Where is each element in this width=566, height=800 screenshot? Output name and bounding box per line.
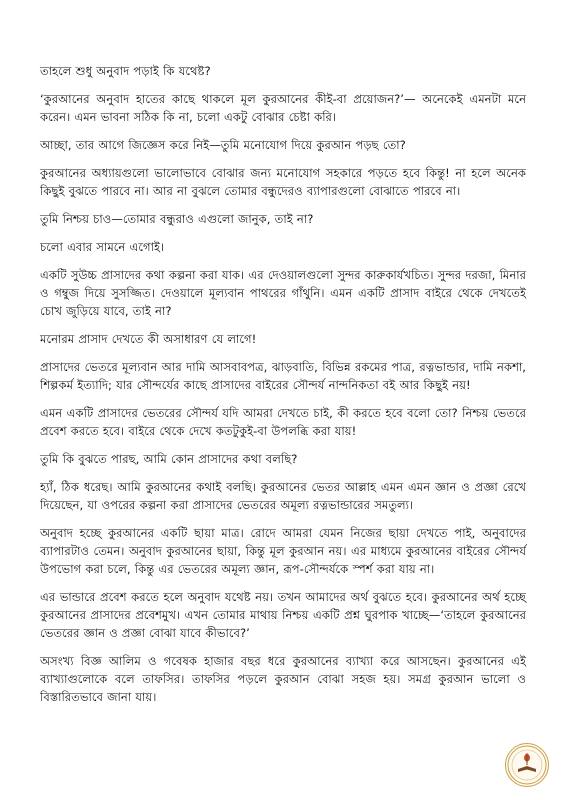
paragraph-2: ‘কুরআনের অনুবাদ হাতের কাছে থাকলে মূল কুরআনের কীই-বা প্রয়োজন?’— অনেকেই এমনটা মনে করেন। এমন ভাবনা সঠিক কি না, চলো একটু বোঝার চেষ্টা করি। xyxy=(40,92,526,124)
paragraph-4: কুরআনের অধ্যায়গুলো ভালোভাবে বোঝার জন্য মনোযোগ সহকারে পড়তে হবে কিন্তু! না হলে অনেক কিছুই বুঝতে পারবে না। আর না বুঝলে তোমার বন্ধুদেরও ব্যাপারগুলো বোঝাতে পারবে না। xyxy=(40,166,526,198)
paragraph-14: এর ভান্ডারে প্রবেশ করতে হলে অনুবাদ যথেষ্ট নয়। তখন আমাদের অর্থ বুঝতে হবে। কুরআনের অর্থ হচ্ছে কুরআনের প্রাসাদের প্রবেশমুখ। এখন তোমার মাথায় নিশ্চয় একটি প্রশ্ন ঘুরপাক খাচ্ছে—‘তাহলে কুরআনের ভেতরের জ্ঞান ও প্রজ্ঞা বোঝা যাবে কীভাবে?’ xyxy=(40,590,526,640)
book-emblem-icon xyxy=(506,744,548,786)
paragraph-8: মনোরম প্রাসাদ দেখতে কী অসাধারণ যে লাগে! xyxy=(40,332,257,346)
paragraph-13: অনুবাদ হচ্ছে কুরআনের একটি ছায়া মাত্র। রোদে আমরা যেমন নিজের ছায়া দেখতে পাই, অনুবাদের ব্যাপারটাও তেমন। অনুবাদ কুরআনের ছায়া, কিন্তু মূল কুরআন নয়। এর মাধ্যমে কুরআনের বাইরের সৌন্দর্য উপভোগ করা চলে, কিন্তু এর ভেতরের অমূল্য জ্ঞান, রূপ-সৌন্দর্যকে স্পর্শ করা যায় না। xyxy=(40,526,526,576)
paragraph-9: প্রাসাদের ভেতরে মূল্যবান আর দামি আসবাবপত্র, ঝাড়বাতি, বিভিন্ন রকমের পাত্র, রত্নভান্ডার, দামি নকশা, শিল্পকর্ম ইত্যাদি; যার সৌন্দর্যের কাছে প্রাসাদের বাইরের সৌন্দর্য নান্দনিকতা বই আর কিছুই নয়! xyxy=(40,360,526,392)
paragraph-3: আচ্ছা, তার আগে জিজ্ঞেস করে নিই—তুমি মনোযোগ দিয়ে কুরআন পড়ছ তো? xyxy=(40,138,406,152)
paragraph-7: একটি সুউচ্চ প্রাসাদের কথা কল্পনা করা যাক। এর দেওয়ালগুলো সুন্দর কারুকার্যখচিত। সুন্দর দরজা, মিনার ও গম্বুজ দিয়ে সুসজ্জিত। দেওয়ালে মূল্যবান পাথরের গাঁথুনি। এমন একটি প্রাসাদ বাইরে থেকে দেখতেই চোখ জুড়িয়ে যাবে, তাই না? xyxy=(40,268,526,318)
paragraph-5: তুমি নিশ্চয় চাও—তোমার বন্ধুরাও এগুলো জানুক, তাই না? xyxy=(40,212,314,226)
paragraph-10: এমন একটি প্রাসাদের ভেতরের সৌন্দর্য যদি আমরা দেখতে চাই, কী করতে হবে বলো তো? নিশ্চয় ভেতরে প্রবেশ করতে হবে। বাইরে থেকে দেখে কতটুকুই-বা উপলব্ধি করা যায়! xyxy=(40,406,526,438)
publisher-logo xyxy=(505,743,549,787)
paragraph-15: অসংখ্য বিজ্ঞ আলিম ও গবেষক হাজার বছর ধরে কুরআনের ব্যাখ্যা করে আসছেন। কুরআনের এই ব্যাখ্যাগুলোকে বলে তাফসির। তাফসির পড়লে কুরআন বোঝা সহজ হয়। সমগ্র কুরআন ভালো ও বিস্তারিতভাবে জানা যায়। xyxy=(40,654,526,704)
paragraph-11: তুমি কি বুঝতে পারছ, আমি কোন প্রাসাদের কথা বলছি? xyxy=(40,452,298,466)
paragraph-6: চলো এবার সামনে এগোই। xyxy=(40,240,165,254)
paragraph-12: হ্যাঁ, ঠিক ধরেছ। আমি কুরআনের কথাই বলছি। কুরআনের ভেতর আল্লাহ এমন এমন জ্ঞান ও প্রজ্ঞা রেখে দিয়েছেন, যা ওপরের কল্পনা করা প্রাসাদের ভেতরের অমূল্য রত্নভান্ডারের সমতুল্য। xyxy=(40,480,526,512)
paragraph-1: তাহলে শুধু অনুবাদ পড়াই কি যথেষ্ট? xyxy=(40,64,211,78)
